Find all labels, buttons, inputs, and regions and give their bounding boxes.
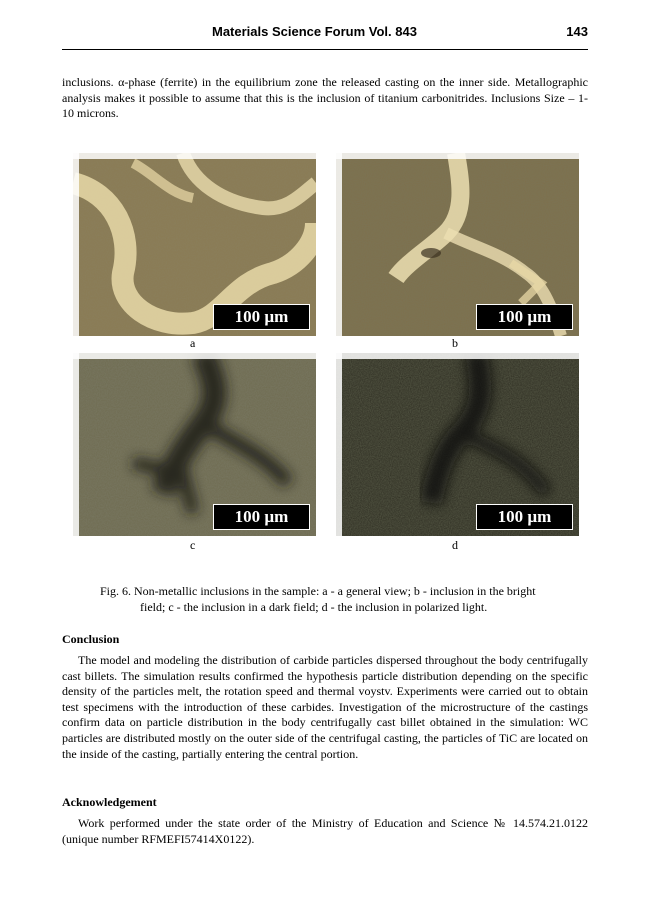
ruler-top: [73, 353, 316, 359]
scale-bar: 100 µm: [213, 304, 310, 330]
panel-label-d: d: [452, 538, 458, 552]
conclusion-paragraph: The model and modeling the distribution of carbide particles dispersed throughout the body centrifugally cast billets. The simulation results confirmed the hypothesis particle distribution depending on the specific density of the particles melt, the rotation speed and thermal voystv. Experiments were carried out to obtain test specimens with the introduction of these carbides. Investigation of the microstructure of the castings confirm data on particle distribution in the body centrifugally cast billet obtained in the simulation: WC particles are distributed mostly on the outer side of the centrifugal casting, the particles of TiC are located on the inside of the casting, partially entering the central portion.: [62, 653, 588, 761]
scale-bar: 100 µm: [476, 504, 573, 530]
acknowledgement-heading: Acknowledgement: [62, 795, 157, 809]
ruler-left: [73, 353, 79, 536]
figure-caption: [100, 584, 580, 615]
conclusion-heading: Conclusion: [62, 632, 120, 646]
ruler-left: [73, 153, 79, 336]
panel-label-a: a: [190, 336, 196, 350]
ruler-top: [336, 353, 579, 359]
ruler-top: [336, 153, 579, 159]
panel-label-b: b: [452, 336, 458, 350]
scale-bar: 100 µm: [213, 504, 310, 530]
ruler-top: [73, 153, 316, 159]
caption-line-1: Fig. 6. Non-metallic inclusions in the sample: a - a general view; b - inclusion in the bright: [100, 584, 536, 598]
acknowledgement-paragraph: Work performed under the state order of the Ministry of Education and Science № 14.574.21.0122 (unique number RFMEFI57414X0122).: [62, 816, 588, 846]
intro-paragraph: inclusions. α-phase (ferrite) in the equilibrium zone the released casting on the inner side. Metallographic analysis makes it possible to assume that this is the inclusion of titanium carbonitrides. Inclusions Size – 1-10 microns.: [62, 75, 588, 121]
micrograph-b: [336, 153, 579, 336]
caption-line-2: field; c - the inclusion in a dark field; d - the inclusion in polarized light.: [140, 599, 488, 614]
ruler-left: [336, 353, 342, 536]
ruler-left: [336, 153, 342, 336]
micrograph-c: [73, 353, 316, 536]
panel-label-c: c: [190, 538, 196, 552]
header-rule: [62, 49, 588, 50]
micrograph-a: [73, 153, 316, 336]
journal-title: Materials Science Forum Vol. 843: [212, 24, 417, 39]
page-number: 143: [566, 24, 588, 39]
micrograph-d: [336, 353, 579, 536]
scale-bar: 100 µm: [476, 304, 573, 330]
running-header: [62, 22, 588, 42]
